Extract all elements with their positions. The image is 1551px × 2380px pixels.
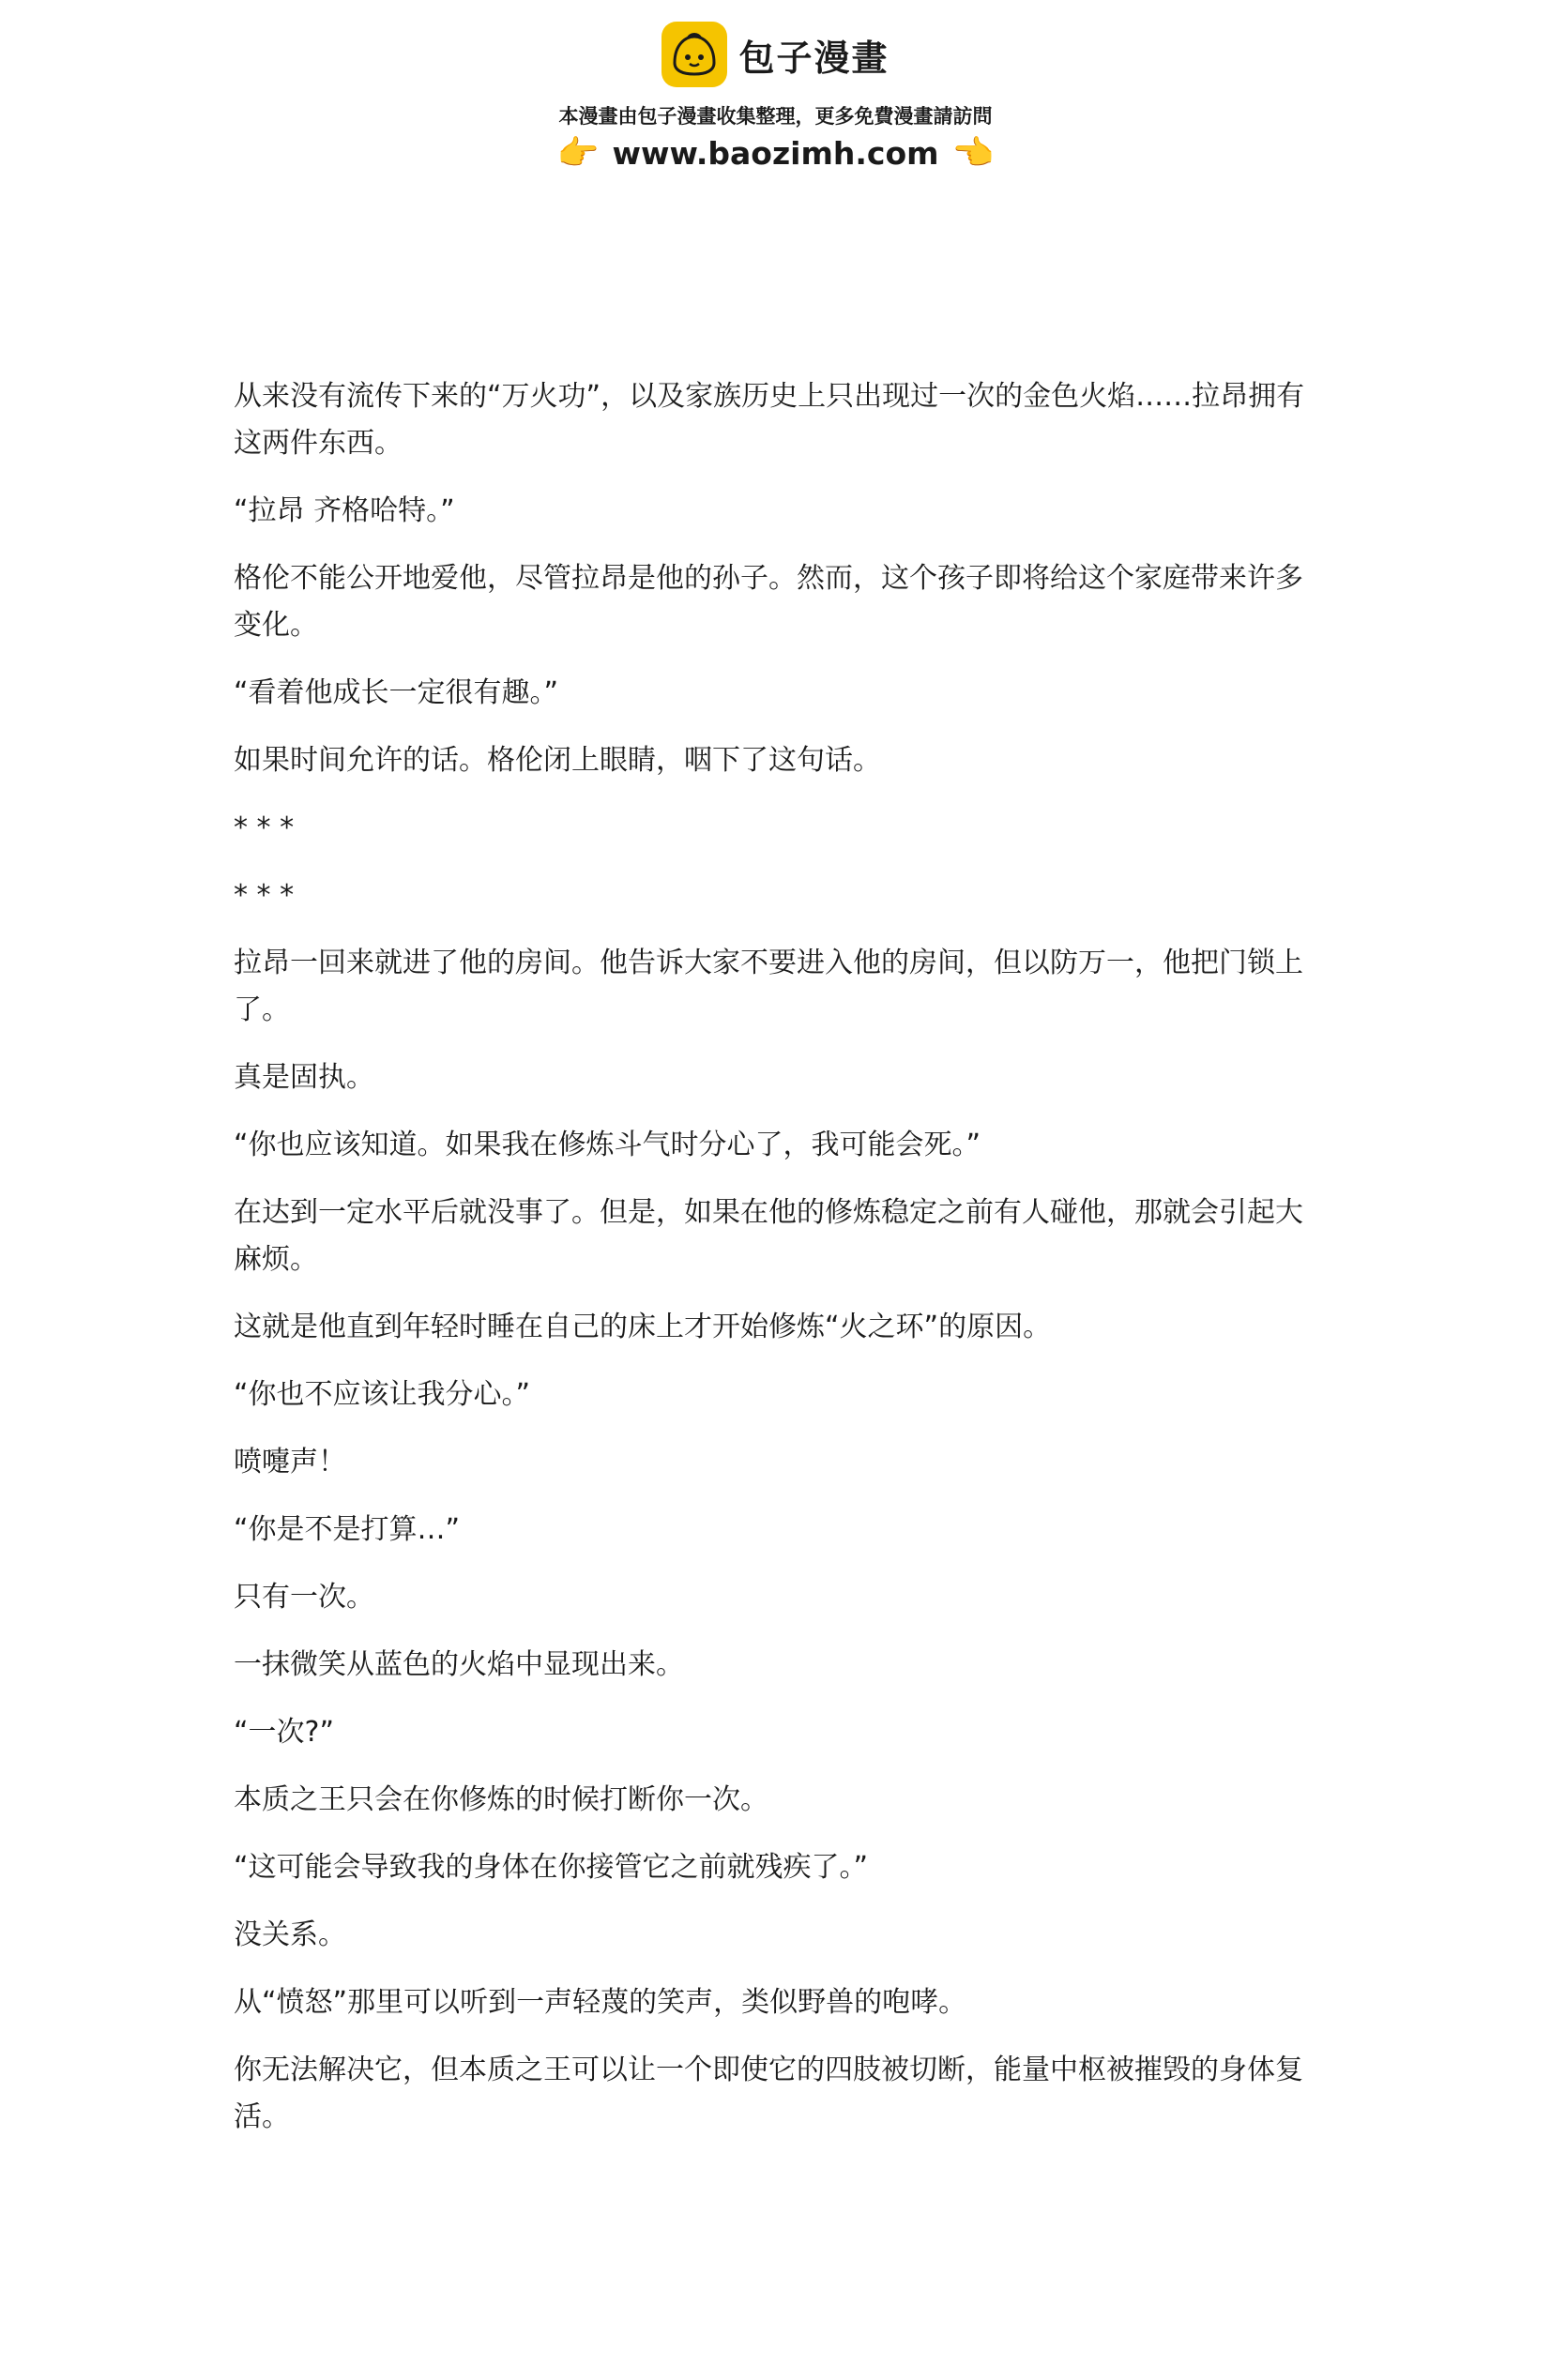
paragraph: “你是不是打算…” <box>234 1513 461 1546</box>
paragraph: 本质之王只会在你修炼的时候打断你一次。 <box>234 1783 768 1816</box>
pointing-left-hand-icon: 👈 <box>951 133 995 173</box>
paragraph: “你也应该知道。如果我在修炼斗气时分心了，我可能会死。” <box>234 1129 981 1161</box>
paragraph: 格伦不能公开地爱他，尽管拉昂是他的孙子。然而，这个孩子即将给这个家庭带来许多变化。 <box>234 562 1303 642</box>
paragraph: 拉昂一回来就进了他的房间。他告诉大家不要进入他的房间，但以防万一，他把门锁上了。 <box>234 947 1303 1026</box>
scene-divider: * * * <box>234 811 295 844</box>
site-header <box>0 21 1551 172</box>
paragraph: 这就是他直到年轻时睡在自己的床上才开始修炼“火之环”的原因。 <box>234 1311 1052 1343</box>
logo-text: 包子漫畫 <box>738 37 890 79</box>
paragraph: “一次?” <box>234 1716 335 1749</box>
site-url-link[interactable]: www.baozimh.com <box>612 135 939 172</box>
paragraph: 从“愤怒”那里可以听到一声轻蔑的笑声，类似野兽的咆哮。 <box>234 1986 967 2019</box>
paragraph: 如果时间允许的话。格伦闭上眼睛，咽下了这句话。 <box>234 744 881 777</box>
scene-divider: * * * <box>234 879 295 912</box>
paragraph: 你无法解决它，但本质之王可以让一个即使它的四肢被切断，能量中枢被摧毁的身体复活。 <box>234 2054 1303 2133</box>
paragraph: “看着他成长一定很有趣。” <box>234 676 559 709</box>
paragraph: 一抹微笑从蓝色的火焰中显现出来。 <box>234 1648 684 1681</box>
paragraph: 没关系。 <box>234 1918 346 1951</box>
paragraph: “这可能会导致我的身体在你接管它之前就残疾了。” <box>234 1851 869 1884</box>
paragraph: “你也不应该让我分心。” <box>234 1378 531 1411</box>
logo[interactable] <box>0 21 1551 88</box>
paragraph: 从来没有流传下来的“万火功”，以及家族历史上只出现过一次的金色火焰……拉昂拥有这两件东西。 <box>234 380 1305 460</box>
paragraph: 在达到一定水平后就没事了。但是，如果在他的修炼稳定之前有人碰他，那就会引起大麻烦。 <box>234 1196 1303 1276</box>
paragraph: “拉昂 齐格哈特。” <box>234 494 455 527</box>
promo-subtitle: 本漫畫由包子漫畫收集整理，更多免費漫畫請訪問 <box>558 105 993 128</box>
paragraph: 只有一次。 <box>234 1581 374 1614</box>
chapter-text <box>234 373 1322 2161</box>
bun-mascot-icon <box>661 22 727 87</box>
promo-url-row <box>0 135 1551 172</box>
pointing-right-hand-icon: 👉 <box>556 133 600 173</box>
paragraph: 真是固执。 <box>234 1061 374 1094</box>
paragraph: 喷嚏声！ <box>234 1446 346 1478</box>
